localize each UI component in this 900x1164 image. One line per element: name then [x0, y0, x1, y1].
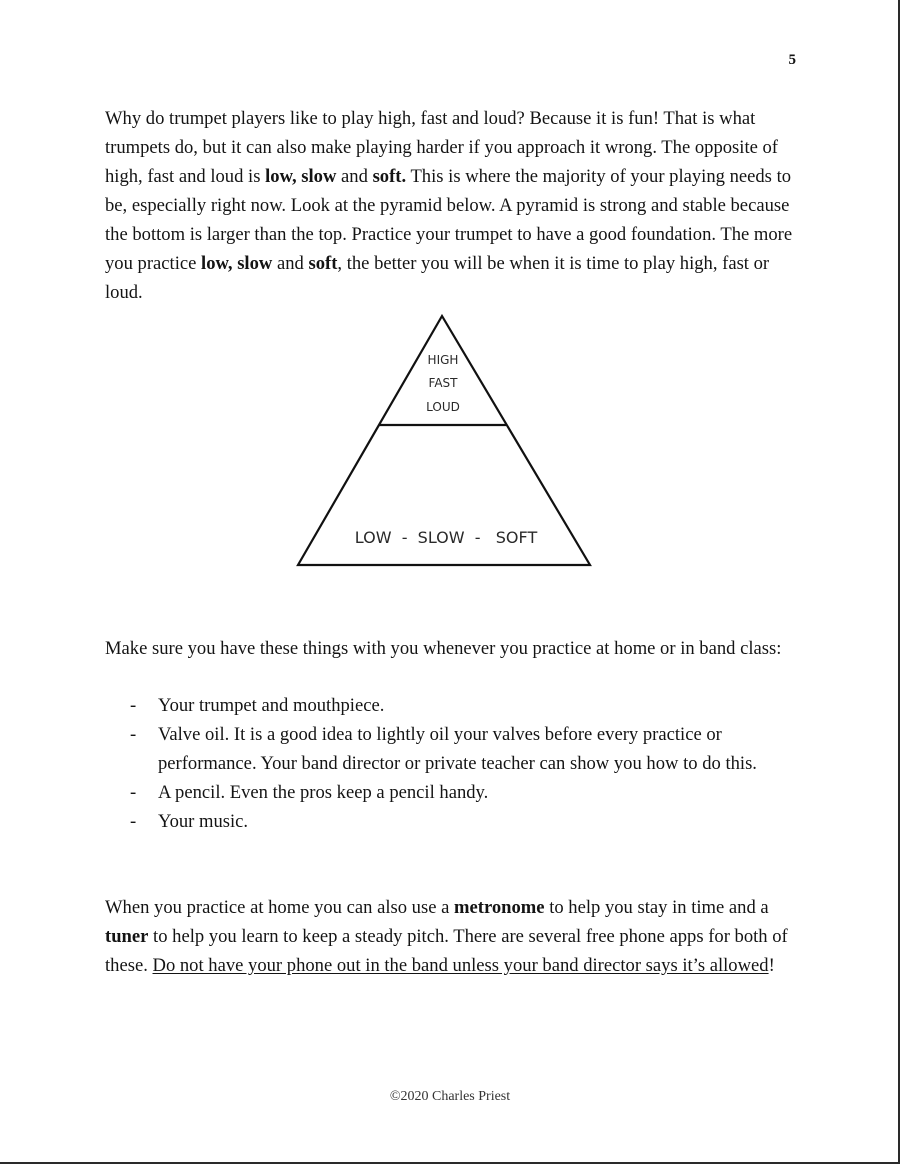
intro-text-1: Why do trumpet players like to play high, fast and loud? Because it is fun! That is what trumpets do, but it can also make playing harder if you approach it wrong. The opposite of high, fast and loud is — [105, 108, 778, 187]
intro-bold-4: soft — [308, 253, 338, 274]
list-item — [105, 720, 805, 778]
practice-pyramid-diagram — [290, 310, 600, 575]
pyramid-label-high: HIGH — [427, 353, 459, 367]
intro-text-3: This is where the majority of your playing needs to be, especially right now. Look at the pyramid below. A pyramid is strong and stable because the bottom is larger than the top. Practice your trumpet to have a good foundation. The more you practice — [105, 166, 793, 274]
list-item-text: Your music. — [158, 811, 249, 832]
intro-paragraph — [105, 104, 805, 307]
tools-text-4: ! — [768, 955, 775, 976]
intro-bold-1: low, slow — [265, 166, 337, 187]
intro-bold-3: low, slow — [201, 253, 273, 274]
supplies-intro: Make sure you have these things with you whenever you practice at home or in band class: — [105, 638, 782, 659]
list-bullet: - — [130, 811, 137, 832]
list-bullet: - — [130, 724, 137, 745]
intro-text-4: and — [272, 253, 309, 274]
supplies-list — [105, 691, 805, 836]
list-item-text: Your trumpet and mouthpiece. — [158, 695, 385, 716]
intro-text-5: , the better you will be when it is time to play high, fast or loud. — [105, 253, 770, 303]
tools-text-3: to help you learn to keep a steady pitch. There are several free phone apps for both of these. — [105, 926, 788, 976]
metronome-term: metronome — [454, 897, 545, 918]
list-item-text: A pencil. Even the pros keep a pencil handy. — [158, 782, 489, 803]
list-item-text: Valve oil. It is a good idea to lightly oil your valves before every practice or performance. Your band director or private teacher can show you how to do this. — [158, 724, 757, 774]
tools-text-1: When you practice at home you can also use a — [105, 897, 455, 918]
list-bullet: - — [130, 695, 137, 716]
tools-paragraph — [105, 893, 805, 980]
page-number: 5 — [788, 52, 796, 68]
tools-text-2: to help you stay in time and a — [544, 897, 769, 918]
list-item — [105, 691, 805, 720]
pyramid-label-loud: LOUD — [426, 400, 460, 414]
pyramid-label-fast: FAST — [428, 376, 458, 390]
tuner-term: tuner — [105, 926, 149, 947]
list-item — [105, 807, 805, 836]
pyramid-label-base: LOW - SLOW - SOFT — [354, 528, 538, 547]
list-item — [105, 778, 805, 807]
intro-text-2: and — [336, 166, 373, 187]
list-bullet: - — [130, 782, 137, 803]
phone-warning: Do not have your phone out in the band unless your band director says it’s allowed — [152, 955, 769, 976]
copyright-footer: ©2020 Charles Priest — [389, 1089, 511, 1104]
intro-bold-2: soft. — [372, 166, 407, 187]
